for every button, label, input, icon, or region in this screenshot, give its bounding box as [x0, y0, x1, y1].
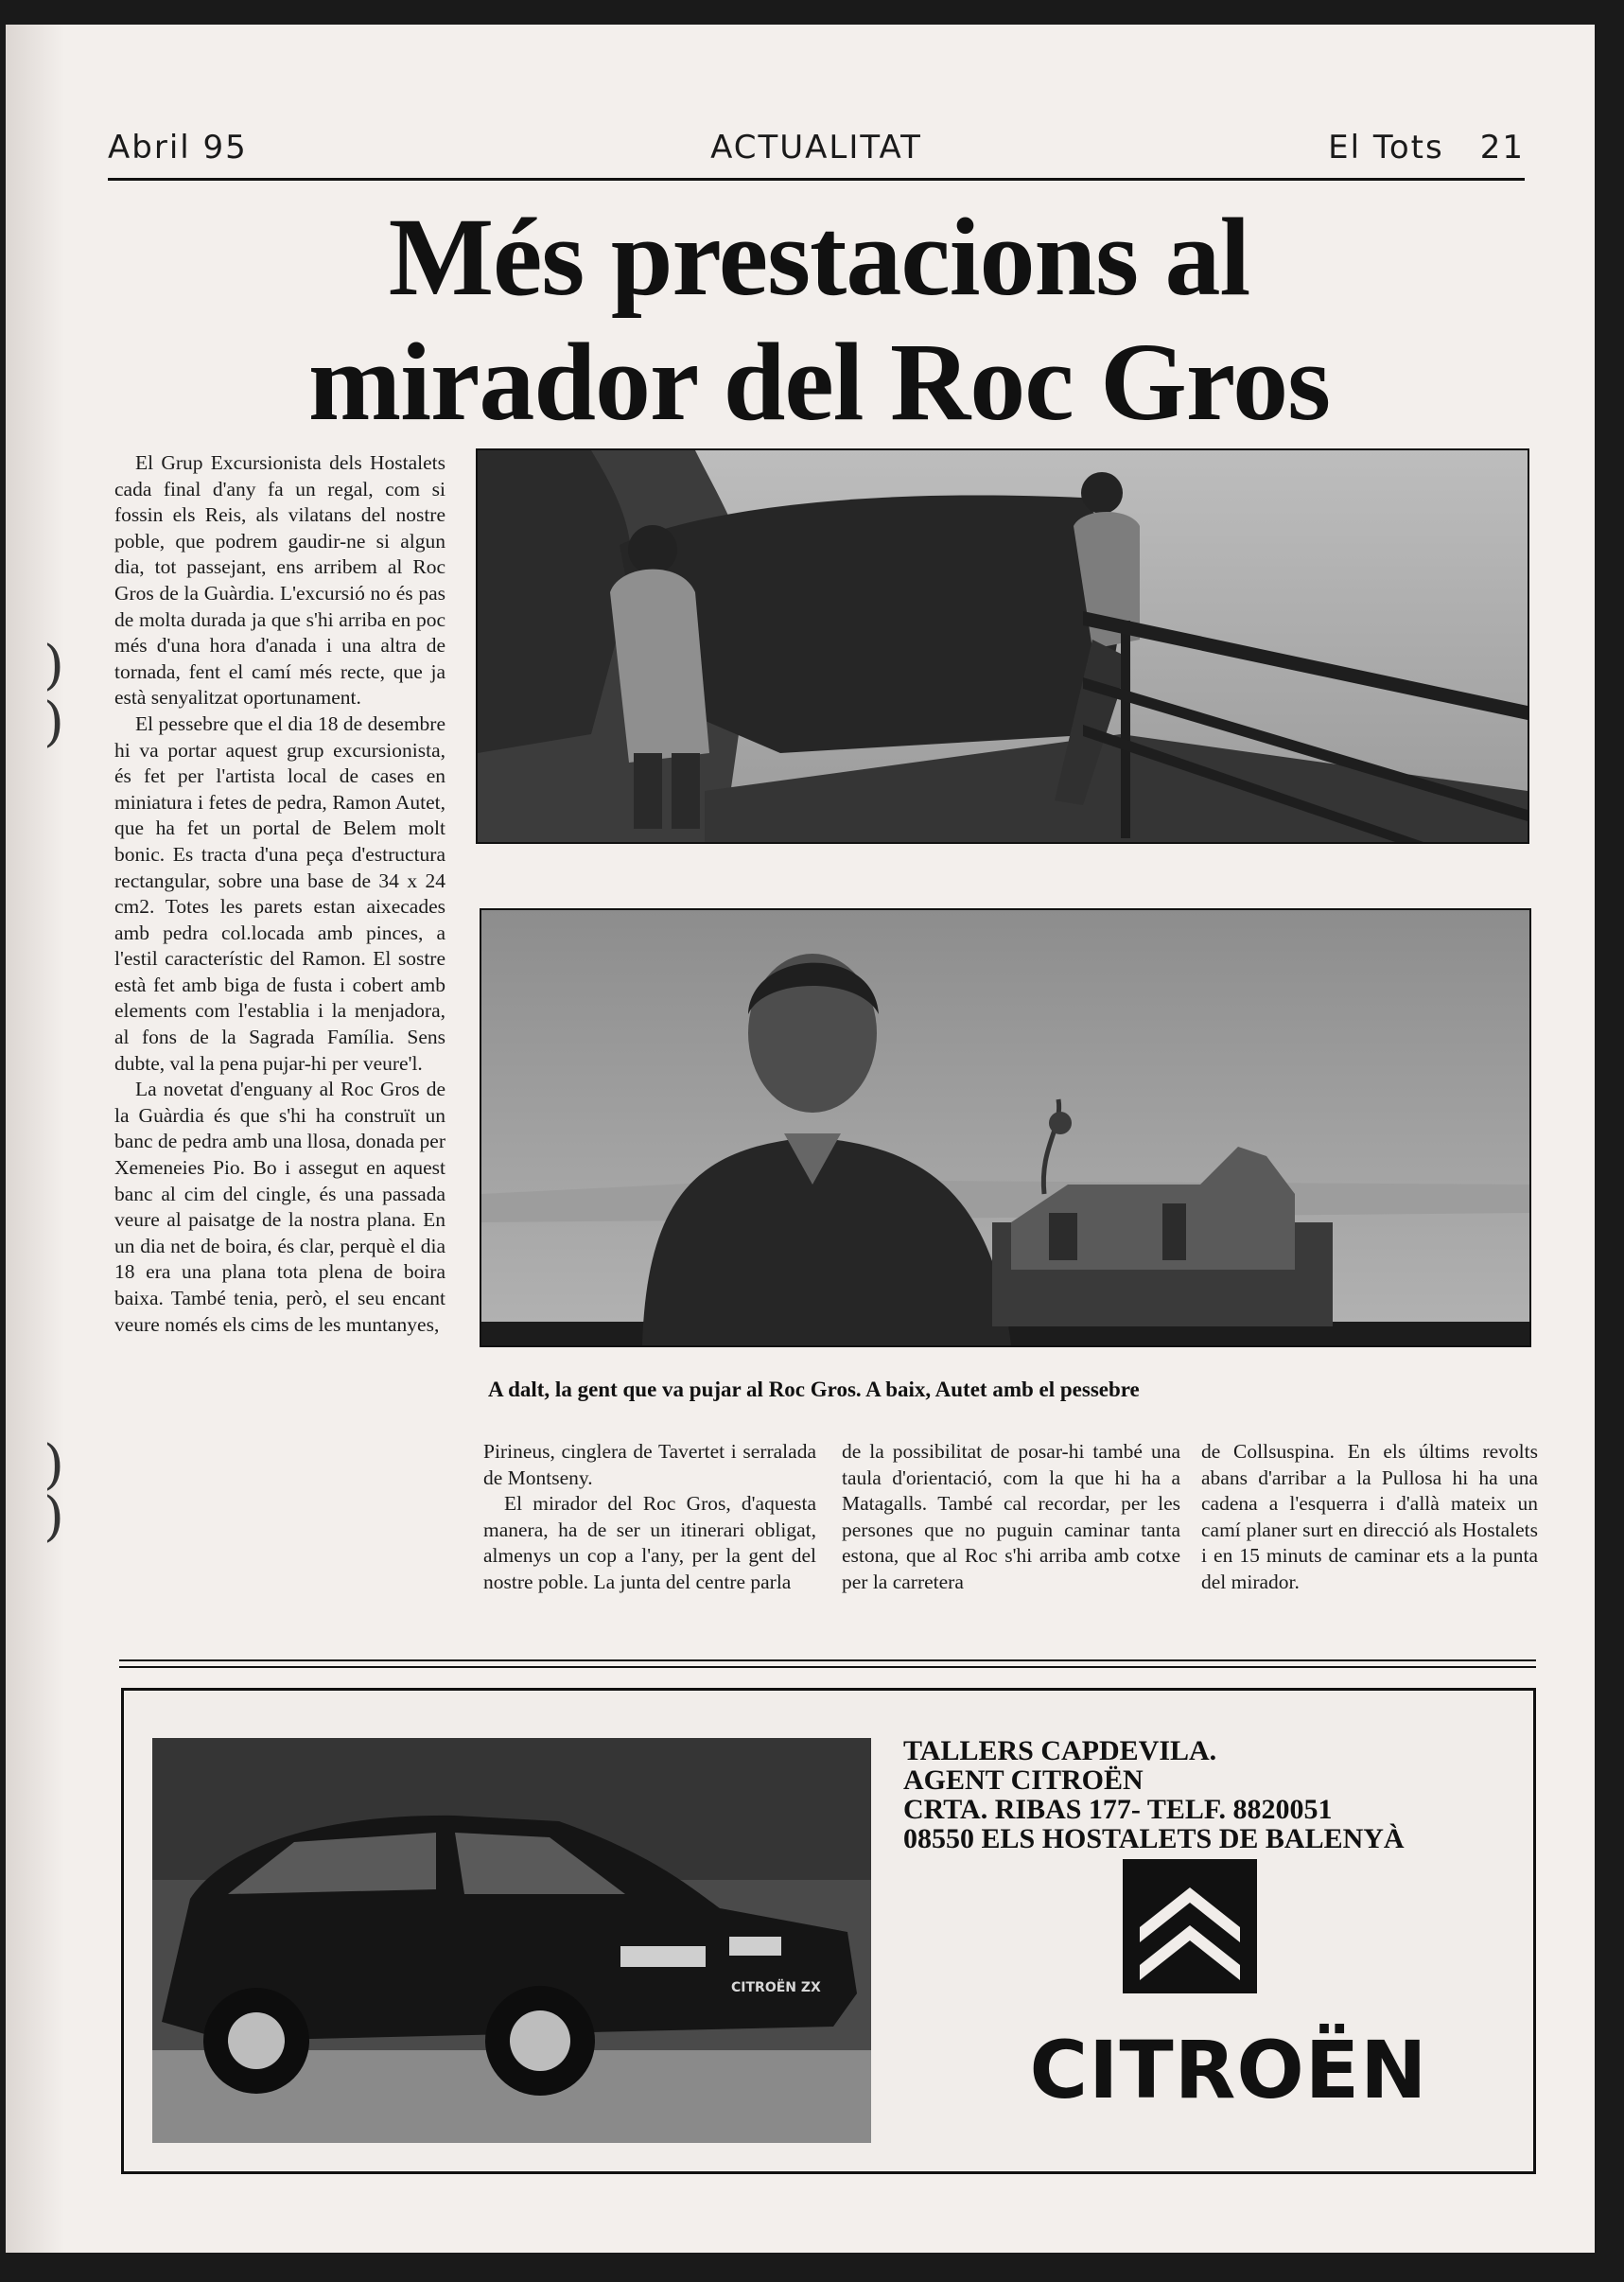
page-gutter [6, 25, 64, 2253]
paragraph: de Collsuspina. En els últims revolts abans d'arribar a la Pullosa hi ha una cadena a l'esquerra i d'allà mateix un camí planer surt en direcció als Hostalets i en 15 minuts de caminar ets a la punta del mirador. [1201, 1440, 1538, 1593]
ad-car-photo [152, 1738, 871, 2143]
ad-dealer-info [903, 1736, 1509, 1853]
ad-dealer-name: TALLERS CAPDEVILA. [903, 1735, 1217, 1766]
photo-autet-with-nativity [480, 908, 1531, 1347]
photo-caption: A dalt, la gent que va pujar al Roc Gros. A baix, Autet amb el pessebre [488, 1378, 1140, 1401]
paragraph: El mirador del Roc Gros, d'aquesta manera, ha de ser un itinerari obligat, almenys un cop a l'any, per la gent del nostre poble. La junta del centre parla [483, 1492, 816, 1593]
article-column-a [483, 1439, 816, 1596]
photo-autet-illustration [481, 910, 1529, 1345]
publication-and-page [1328, 129, 1525, 167]
publication-name: El Tots [1328, 129, 1444, 167]
article-column-c [1201, 1439, 1538, 1596]
car-plate: CITROËN ZX [731, 1980, 821, 1995]
paragraph: El Grup Excursionista dels Hostalets cada final d'any fa un regal, com si fossin els Reis, als vilatans del nostre poble, que podrem gaudir-ne si algun dia, tot passejant, ens arribem al Roc Gros de la Guàrdia. L'excursió no és pas de molta durada ja que s'hi arriba en poc més d'una hora d'anada i una altra de tornada, fent el camí més recte, que ja està senyalitzat oportunament. [114, 451, 445, 710]
ad-address-phone: CRTA. RIBAS 177- TELF. 8820051 [903, 1794, 1333, 1825]
ad-agent: AGENT CITROËN [903, 1764, 1144, 1796]
citroen-chevron-logo [1123, 1859, 1257, 1993]
paragraph: Pirineus, cinglera de Tavertet i serralada de Montseny. [483, 1440, 816, 1489]
binding-mark: ) [44, 635, 64, 696]
paragraph: La novetat d'enguany al Roc Gros de la Guàrdia és que s'hi ha construït un banc de pedra amb una llosa, donada per Xemeneies Pio. Bo i assegut en aquest banc al cim del cingle, és una passada veure al paisatge de la nostra plana. En un dia net de boira, és clar, perquè el dia 18 era una plana tota plena de boira baixa. També tenia, però, el seu encant veure només els cims de les muntanyes, [114, 1078, 445, 1336]
ad-separator-rule [119, 1666, 1536, 1668]
section-title: ACTUALITAT [710, 129, 922, 167]
citroen-advertisement [121, 1688, 1536, 2174]
headline-line-1: Més prestacions al [388, 195, 1250, 319]
ad-separator-rule [119, 1659, 1536, 1661]
car-illustration [152, 1738, 871, 2143]
magazine-page [6, 25, 1595, 2253]
ad-brand-wordmark: CITROËN [1029, 2024, 1428, 2116]
ad-postal-town: 08550 ELS HOSTALETS DE BALENYÀ [903, 1823, 1405, 1854]
paragraph: El pessebre que el dia 18 de desembre hi va portar aquest grup excursionista, és fet per l'artista local de cases en miniatura i fetes de pedra, Ramon Autet, que ha fet un portal de Belem molt bonic. Es tracta d'una peça d'estructura rectangular, sobre una base de 34 x 24 cm2. Totes les parets estan aixecades amb pedra col.locada amb pinces, a l'estil característic del Ramon. El sostre està fet amb biga de fusta i cobert amb elements com l'establia i la menjadora, al fons de la Sagrada Família. Sens dubte, val la pena pujar-hi per veure'l. [114, 711, 445, 1075]
headline-line-2: mirador del Roc Gros [307, 320, 1331, 444]
paragraph: de la possibilitat de posar-hi també una taula d'orientació, com la que hi ha a Matagalls. També cal recordar, per les persones que no puguin caminar tanta estona, que al Roc s'hi arriba amb cotxe per la carretera [842, 1440, 1180, 1593]
article-headline [100, 195, 1538, 445]
chevron-icon [1123, 1859, 1257, 1993]
binding-mark: ) [44, 1486, 64, 1548]
binding-mark: ) [44, 692, 64, 753]
page-number: 21 [1479, 129, 1525, 167]
issue-date: Abril 95 [108, 129, 248, 167]
header-rule [108, 178, 1525, 181]
photo-group-illustration [478, 450, 1528, 842]
article-column-b [842, 1439, 1180, 1596]
photo-group-at-viewpoint [476, 448, 1529, 844]
binding-mark: ) [44, 1434, 64, 1496]
article-column-left [114, 450, 445, 1338]
running-header [108, 108, 1525, 174]
